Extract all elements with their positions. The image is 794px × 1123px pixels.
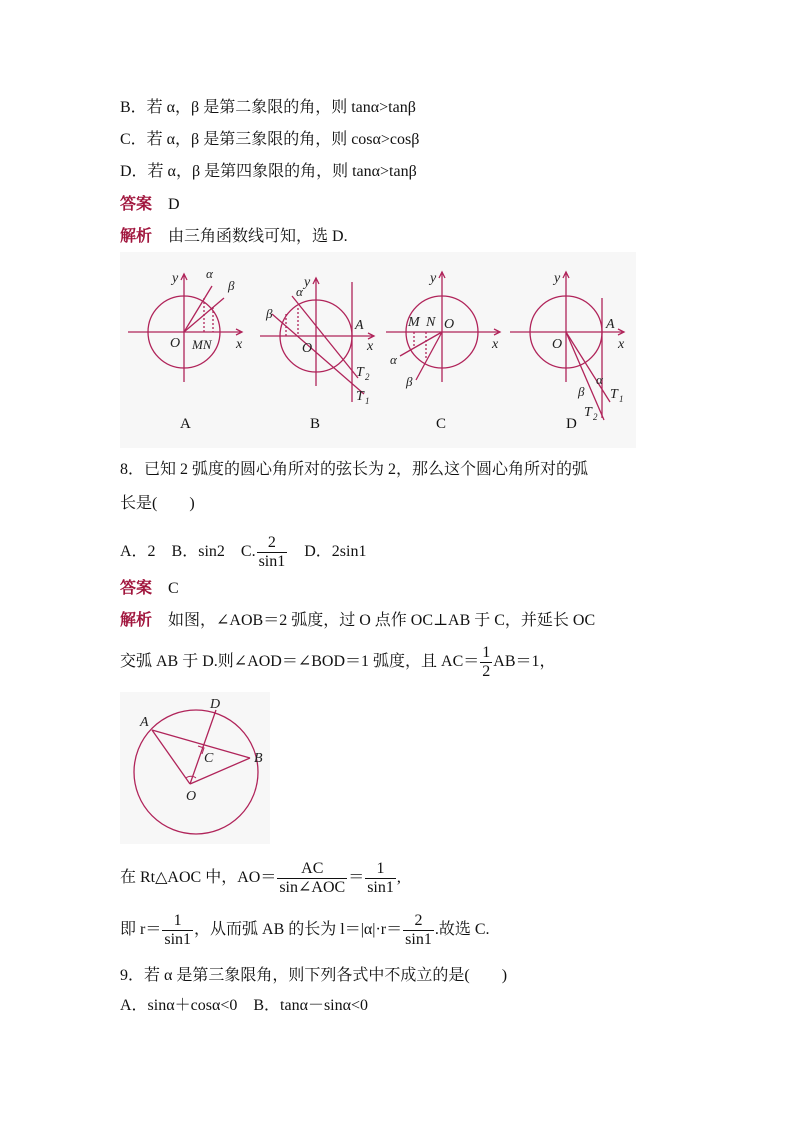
- q7-analysis: [120, 226, 348, 247]
- svg-text:y: y: [304, 275, 311, 290]
- analysis-label: 解析: [120, 226, 153, 245]
- svg-text:O: O: [186, 789, 197, 804]
- q8-options: [120, 532, 366, 572]
- answer-label: 答案: [120, 578, 153, 597]
- svg-text:O: O: [552, 337, 563, 352]
- q9-options: A．sinα＋cosα<0 B．tanα－sinα<0: [120, 997, 369, 1014]
- svg-text:B: B: [254, 751, 263, 766]
- svg-text:β: β: [228, 278, 235, 293]
- q7-answer: [120, 194, 180, 215]
- analysis-text: 由三角函数线可知，选 D.: [168, 228, 348, 245]
- svg-text:1: 1: [619, 394, 624, 404]
- svg-text:β: β: [406, 374, 413, 389]
- chord-circle-figure: [120, 692, 270, 844]
- svg-text:O: O: [170, 336, 181, 351]
- svg-text:MN: MN: [192, 337, 212, 352]
- svg-text:T: T: [610, 387, 618, 402]
- svg-text:T: T: [584, 405, 592, 420]
- q9-stem: 9．若 α 是第三象限角，则下列各式中不成立的是( ): [120, 967, 508, 984]
- figure-a: [128, 266, 243, 382]
- q8-answer: [120, 578, 179, 599]
- figure-b: [260, 275, 374, 406]
- figure-caption-d: D: [566, 416, 577, 432]
- q7-option-c: C．若 α，β 是第三象限的角，则 cosα>cosβ: [120, 131, 420, 148]
- q8-option-c-fraction: $\frac{2}{\sin 1}$: [258, 533, 286, 570]
- svg-text:C: C: [204, 751, 214, 766]
- q8-stem-line2: 长是( ): [120, 495, 195, 512]
- answer-value: D: [168, 196, 180, 213]
- q8-options-ab: A．2 B．sin2 C.: [120, 543, 256, 560]
- svg-text:A: A: [355, 318, 364, 333]
- q7-option-d: D．若 α，β 是第四象限的角，则 tanα>tanβ: [120, 163, 417, 180]
- ac-over-sin-fraction: $\frac{AC}{\text{sin∠AOC}}$: [279, 859, 346, 896]
- svg-text:M: M: [408, 315, 420, 330]
- figure-caption-c: C: [436, 416, 447, 432]
- svg-text:T: T: [356, 365, 364, 380]
- svg-text:x: x: [618, 337, 625, 352]
- svg-text:x: x: [236, 337, 243, 352]
- q7-option-b: B．若 α，β 是第二象限的角，则 tanα>tanβ: [120, 99, 416, 116]
- figure-caption-a: A: [180, 416, 191, 432]
- svg-text:β: β: [266, 306, 273, 321]
- q8-analysis-line1: 解析 如图，∠AOB＝2 弧度，过 O 点作 OC⊥AB 于 C，并延长 OC: [120, 610, 596, 629]
- svg-text:O: O: [302, 341, 313, 356]
- svg-text:2: 2: [365, 372, 370, 382]
- svg-text:β: β: [578, 384, 585, 399]
- figure-c: [386, 271, 500, 389]
- svg-text:2: 2: [593, 412, 598, 422]
- svg-text:y: y: [430, 271, 437, 286]
- arc-length-fraction: $\frac{2}{\sin 1}$: [405, 911, 432, 948]
- analysis-label: 解析: [120, 610, 153, 629]
- figure-caption-b: B: [310, 416, 321, 432]
- svg-text:O: O: [444, 317, 455, 332]
- svg-text:α: α: [596, 372, 603, 387]
- one-over-sin1-fraction: $\frac{1}{\sin 1}$: [367, 859, 394, 896]
- trig-line-figures: [120, 252, 636, 448]
- q8-stem-line1: 8．已知 2 弧度的圆心角所对的弦长为 2，那么这个圆心角所对的弧: [120, 461, 589, 478]
- svg-text:α: α: [390, 352, 397, 367]
- svg-text:y: y: [554, 271, 561, 286]
- q8-option-d: D．2sin1: [288, 543, 367, 560]
- q8-analysis-line2: 交弧 AB 于 D.则∠AOD＝∠BOD＝1 弧度，且 AC＝ $\frac{1}{2}$ AB＝1，: [120, 643, 556, 680]
- r-fraction: $\frac{1}{\sin 1}$: [164, 911, 192, 948]
- figure-d: [510, 271, 625, 422]
- svg-text:x: x: [367, 339, 374, 354]
- svg-text:N: N: [426, 315, 436, 330]
- svg-text:A: A: [606, 317, 615, 332]
- svg-text:y: y: [172, 271, 179, 286]
- q8-radius-line: 即 r＝ $\frac{1}{\sin 1}$ ，从而弧 AB 的长为 l＝|α|·r＝ $\frac{2}{\sin 1}$ .故选 C.: [120, 911, 490, 948]
- q8-rt-triangle-line: 在 Rt△AOC 中，AO＝ $\frac{AC}{\text{sin∠AOC}}$ ＝ $\frac{1}{\sin 1}$ ,: [120, 859, 401, 896]
- svg-text:α: α: [206, 266, 213, 281]
- answer-value: C: [168, 580, 179, 597]
- svg-text:D: D: [210, 697, 221, 712]
- answer-label: 答案: [120, 194, 153, 213]
- svg-text:1: 1: [365, 396, 370, 406]
- svg-text:α: α: [296, 284, 303, 299]
- svg-text:A: A: [140, 715, 149, 730]
- half-fraction: $\frac{1}{2}$: [482, 643, 491, 680]
- svg-text:T: T: [356, 389, 364, 404]
- svg-text:x: x: [492, 337, 499, 352]
